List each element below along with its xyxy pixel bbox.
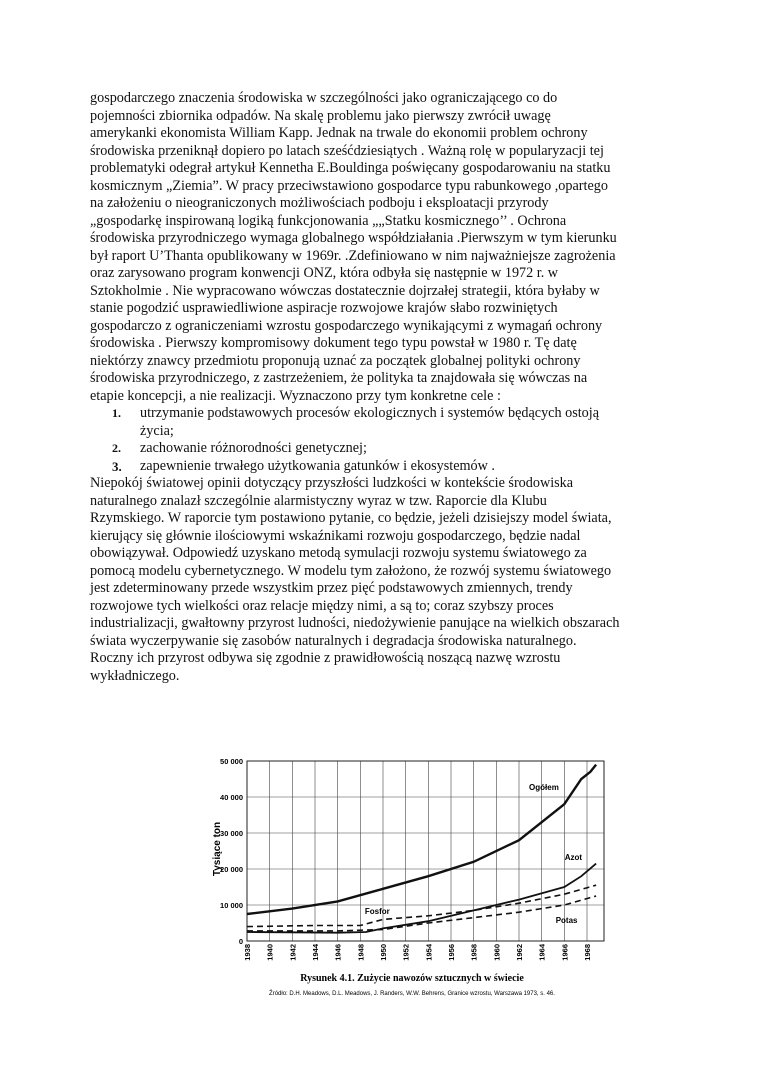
x-tick-label: 1950 bbox=[379, 944, 388, 961]
text-line: problematyki odegrał artykuł Kennetha E.Bouldinga poświęcany gospodarowaniu na statku bbox=[90, 160, 611, 176]
text-line: środowiska przyrodniczego, z zastrzeżeniem, że polityka ta znajdowała się wówczas na bbox=[90, 370, 588, 386]
text-line: środowiska . Pierwszy kompromisowy dokument tego typu powstał w 1980 r. Tę datę bbox=[90, 335, 577, 351]
y-tick-label: 50 000 bbox=[220, 757, 243, 766]
text-line: wykładniczego. bbox=[90, 667, 180, 684]
text-line: Rzymskiego. W raporcie tym postawiono pytanie, co będzie, jeżeli dzisiejszy model świata, bbox=[90, 510, 612, 526]
y-tick-label: 40 000 bbox=[220, 793, 243, 802]
goal-number: 1. bbox=[112, 406, 121, 420]
series-label: Ogółem bbox=[529, 782, 559, 792]
text-line: pomocą modelu cybernetycznego. W modelu tym założono, że rozwój systemu światowego bbox=[90, 562, 612, 579]
goals-list bbox=[90, 405, 680, 475]
text-line: „gospodarkę inspirowaną logiką funkcjonowania „„Statku kosmicznego’’ . Ochrona bbox=[90, 212, 567, 229]
x-tick-label: 1968 bbox=[583, 944, 592, 961]
goal-number: 3. bbox=[112, 458, 122, 474]
goal-text: zapewnienie trwałego użytkowania gatunków i ekosystemów . bbox=[140, 457, 495, 474]
figure-source: Źródło: D.H. Meadows, D.L. Meadows, J. Randers, W.W. Behrens, Granice wzrostu, Warszawa 1973, s. 46. bbox=[269, 991, 555, 997]
text-line: Sztokholmie . Nie wypracowano wówczas dostatecznie dojrzałej strategii, która byłaby w bbox=[90, 282, 600, 299]
series-line-fosfor bbox=[247, 885, 596, 926]
text-line: industrializacji, gwałtowny przyrost ludności, niedożywienie panujące na wielkich obszarach bbox=[90, 615, 620, 631]
text-line: naturalnego znalazł szczególnie alarmistyczny wyraz w tzw. Raporcie dla Klubu bbox=[90, 492, 547, 509]
text-line: środowiska przyrodniczego wymaga globalnego współdziałania .Pierwszym w tym kierunku bbox=[90, 230, 617, 246]
series-label: Potas bbox=[555, 916, 578, 925]
text-line: etapie koncepcji, a nie realizacji. Wyznaczono przy tym konkretne cele : bbox=[90, 387, 501, 404]
x-tick-label: 1954 bbox=[424, 944, 434, 961]
text-line: gospodarczego znaczenia środowiska w szczególności jako ograniczającego co do bbox=[90, 90, 558, 106]
text-line: kosmicznym „Ziemia”. W pracy przeciwstawiono gospodarce typu rabunkowego ,opartego bbox=[90, 177, 608, 194]
y-tick-label: 10 000 bbox=[220, 901, 243, 910]
x-tick-label: 1944 bbox=[311, 944, 320, 961]
goal-item bbox=[90, 405, 680, 440]
x-tick-label: 1962 bbox=[515, 944, 524, 961]
text-line: kierujący się głównie ilościowymi wskaźnikami rozwoju gospodarczego, będzie nadal bbox=[90, 527, 581, 544]
series-line-azot bbox=[247, 864, 596, 933]
text-line: na założeniu o nieograniczonych możliwościach podboju i eksploatacji przyrody bbox=[90, 195, 549, 211]
x-tick-label: 1966 bbox=[560, 944, 570, 961]
goal-number: 2. bbox=[112, 441, 121, 455]
x-tick-label: 1956 bbox=[447, 944, 456, 961]
text-line: stanie pogodzić usprawiedliwione aspiracje rozwojowe krajów słabo rozwiniętych bbox=[90, 300, 558, 316]
x-tick-label: 1940 bbox=[265, 944, 275, 961]
fertilizer-chart bbox=[206, 745, 626, 1015]
x-tick-label: 1948 bbox=[356, 944, 366, 961]
x-tick-label: 1958 bbox=[469, 944, 479, 961]
y-tick-label: 0 bbox=[238, 937, 243, 946]
goal-text: zachowanie różnorodności genetycznej; bbox=[140, 440, 367, 456]
text-line: niektórzy znawcy przedmiotu proponują uznać za początek globalnej polityki ochrony bbox=[90, 352, 581, 369]
x-tick-label: 1964 bbox=[537, 944, 547, 961]
text-line: środowiska przeniknął dopiero po latach sześćdziesiątych . Ważną rolę w popularyzacji tej bbox=[90, 142, 604, 159]
text-line: oraz zarysowano program konwencji ONZ, która odbyła się następnie w 1972 r. w bbox=[90, 265, 559, 281]
x-tick-label: 1960 bbox=[492, 944, 502, 961]
text-line: rozwojowe tych wielkości oraz relacje między nimi, a są to; coraz szybszy proces bbox=[90, 597, 554, 614]
body-text bbox=[90, 90, 680, 685]
y-tick-label: 20 000 bbox=[220, 865, 243, 874]
y-tick-label: 30 000 bbox=[220, 829, 243, 838]
x-tick-label: 1952 bbox=[401, 944, 411, 961]
text-line: Roczny ich przyrost odbywa się zgodnie z prawidłowością noszącą nazwę wzrostu bbox=[90, 650, 561, 666]
goal-text: utrzymanie podstawowych procesów ekologicznych i systemów będących ostoją bbox=[140, 405, 599, 421]
figure-chart bbox=[206, 745, 626, 1015]
series-label: Azot bbox=[564, 853, 583, 862]
text-line: obowiązywał. Odpowiedź uzyskano metodą symulacji rozwoju systemu światowego za bbox=[90, 545, 587, 561]
x-tick-label: 1942 bbox=[288, 944, 298, 961]
paragraph-1 bbox=[90, 90, 680, 405]
text-line: świata wyczerpywanie się zasobów naturalnych i degradacja środowiska naturalnego. bbox=[90, 632, 577, 649]
goal-item bbox=[90, 458, 680, 476]
text-line: pojemności zbiornika odpadów. Na skalę problemu jako pierwszy zwrócił uwagę bbox=[90, 107, 551, 124]
goal-text: życia; bbox=[140, 422, 174, 439]
text-line: Niepokój światowej opinii dotyczący przyszłości ludzkości w kontekście środowiska bbox=[90, 475, 574, 491]
x-tick-label: 1946 bbox=[333, 944, 343, 961]
paragraph-2 bbox=[90, 475, 680, 685]
text-line: jest zdeterminowany przede wszystkim przez pięć podstawowych zmiennych, trendy bbox=[90, 580, 573, 596]
y-axis-label: Tysiące ton bbox=[212, 821, 223, 877]
text-line: gospodarczo z ograniczeniami wzrostu gospodarczego wynikającymi z wymagań ochrony bbox=[90, 317, 603, 334]
x-tick-label: 1938 bbox=[243, 944, 252, 961]
figure-caption: Rysunek 4.1. Zużycie nawozów sztucznych w świecie bbox=[300, 973, 524, 984]
text-line: był raport U’Thanta opublikowany w 1969r. .Zdefiniowano w nim najważniejsze zagrożenia bbox=[90, 247, 616, 264]
goal-item bbox=[90, 440, 680, 458]
series-label: Fosfor bbox=[364, 907, 390, 916]
text-line: amerykanki ekonomista William Kapp. Jednak na trwale do ekonomii problem ochrony bbox=[90, 125, 588, 141]
